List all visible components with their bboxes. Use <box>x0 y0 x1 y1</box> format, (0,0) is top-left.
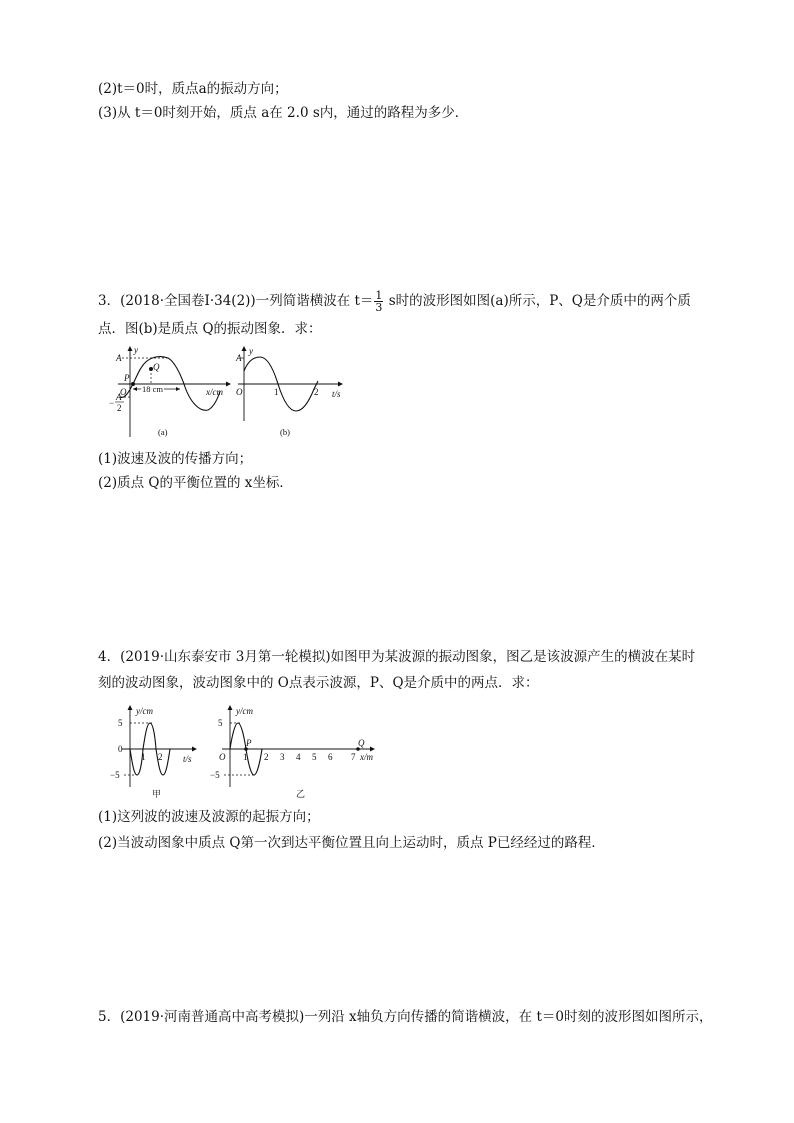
q3-time-fraction <box>374 290 383 313</box>
q4jia-x-label: t/s <box>183 754 192 764</box>
q4yi-tick-4: 4 <box>296 752 301 762</box>
q3-part1: (1)波速及波的传播方向； <box>98 451 253 467</box>
q4yi-origin-label: O <box>219 752 226 762</box>
q4yi-caption: 乙 <box>296 789 306 799</box>
q4-figure-yi <box>210 702 385 802</box>
q4-figure-jia <box>108 702 203 802</box>
q4jia-top-label: 5 <box>118 718 123 728</box>
q3-figure-a <box>108 345 233 440</box>
q4yi-tick-2: 2 <box>264 752 269 762</box>
q4yi-y-label: y/cm <box>236 706 253 716</box>
q3a-neg-half-num: A <box>116 392 122 402</box>
q4yi-tick-3: 3 <box>280 752 285 762</box>
q3b-tick-2: 2 <box>314 387 319 397</box>
q3a-origin-label: O <box>120 387 127 397</box>
q3b-caption: (b) <box>280 427 290 437</box>
q4yi-point-q: Q <box>358 738 365 748</box>
q3-stem-part-b: s时的波形图如图(a)所示，P、Q是介质中的两个质 <box>384 293 691 309</box>
q4-stem-line1: 4．(2019·山东泰安市 3月第一轮模拟)如图甲为某波源的振动图象，图乙是该波源产生的横波在某时 <box>98 649 696 665</box>
q4yi-point-p: P <box>246 738 252 748</box>
q3-frac-den: 3 <box>375 301 383 314</box>
q3a-distance-label: 18 cm <box>142 384 164 394</box>
q4yi-tick-6: 6 <box>328 752 333 762</box>
q4yi-top-label: 5 <box>218 718 223 728</box>
q3-stem-part-a: 3．(2018·全国卷Ⅰ·34(2))一列简谐横波在 t＝ <box>98 293 374 309</box>
q4-stem-line2: 刻的波动图象，波动图象中的 O点表示波源，P、Q是介质中的两点．求： <box>98 675 539 691</box>
q4jia-tick-2: 2 <box>158 752 163 762</box>
q4yi-tick-5: 5 <box>312 752 317 762</box>
q4jia-bottom-label: −5 <box>110 770 120 780</box>
q4jia-y-label: y/cm <box>136 706 153 716</box>
q3-figure-b <box>234 345 349 440</box>
q3-stem-line1 <box>98 290 691 313</box>
q4yi-tick-1: 1 <box>243 752 248 762</box>
q4jia-caption: 甲 <box>152 789 162 799</box>
q3a-neg-half-den: 2 <box>117 403 122 413</box>
q4jia-tick-1: 1 <box>141 752 146 762</box>
q2-part3: (3)从 t＝0时刻开始，质点 a在 2.0 s内，通过的路程为多少． <box>98 105 469 121</box>
q4yi-tick-7: 7 <box>351 752 356 762</box>
q3a-x-label: x/cm <box>206 387 223 397</box>
q3a-caption: (a) <box>158 427 168 437</box>
q3a-amp-label: A <box>116 353 122 363</box>
q3b-tick-1: 1 <box>274 387 279 397</box>
q3a-point-q: Q <box>153 362 160 372</box>
q3b-amp-label: A <box>236 353 242 363</box>
q3a-neg-sign: − <box>109 398 115 408</box>
q4-part1: (1)这列波的波速及波源的起振方向； <box>98 809 320 825</box>
q3a-point-p: P <box>124 373 130 383</box>
q4yi-bottom-label: −5 <box>210 770 220 780</box>
q4-part2: (2)当波动图象中质点 Q第一次到达平衡位置且向上运动时，质点 P已经经过的路程． <box>98 835 605 851</box>
q3-part2: (2)质点 Q的平衡位置的 x坐标． <box>98 475 293 491</box>
q5-stem-line1: 5．(2019·河南普通高中高考模拟)一列沿 x轴负方向传播的简谐横波，在 t＝0时刻的波形图如图所示， <box>98 1009 713 1025</box>
q3b-y-label: y <box>249 346 253 356</box>
q3b-origin-label: O <box>236 387 243 397</box>
q3a-y-label: y <box>134 345 138 355</box>
q4jia-zero-label: 0 <box>118 744 123 754</box>
q3-frac-num: 1 <box>375 289 383 302</box>
q2-part2: (2)t＝0时，质点a的振动方向； <box>98 81 288 97</box>
q3b-x-label: t/s <box>332 389 341 399</box>
q4yi-x-label: x/m <box>360 752 373 762</box>
q3-stem-line2: 点．图(b)是质点 Q的振动图象．求： <box>98 321 322 337</box>
